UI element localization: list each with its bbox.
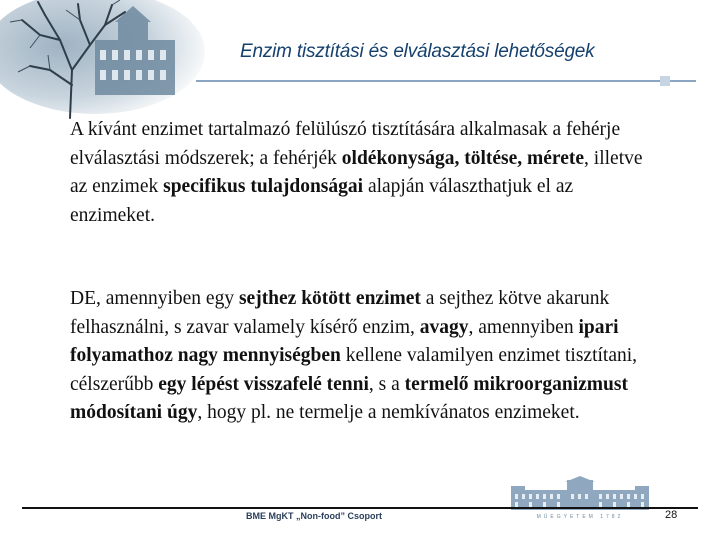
text-run: , illetve az enzimek bbox=[70, 147, 643, 198]
footer-divider bbox=[22, 507, 698, 509]
text-run-bold: sejthez kötött enzimet bbox=[238, 288, 421, 309]
text-run-bold: specifikus tulajdonságai bbox=[163, 176, 364, 198]
text-run: A kívánt enzimet tartalmazó felülúszó tisztítására alkalmasak a fehérje elválasztási módszerek; a fehérjék bbox=[70, 119, 621, 169]
text-run: DE, amennyiben egy bbox=[70, 288, 239, 309]
page-title: Enzim tisztítási és elválasztási lehetőségek bbox=[240, 41, 595, 62]
building-photo-icon bbox=[0, 0, 240, 120]
title-divider bbox=[196, 80, 696, 82]
footer-group-text: BME MgKT „Non-food” Csoport bbox=[246, 511, 382, 521]
text-run: kellene valamilyen enzimet tisztítani, célszerűbb bbox=[70, 345, 638, 395]
text-run-bold: ipari folyamathoz nagy mennyiségben bbox=[70, 316, 619, 367]
text-run: , s a bbox=[368, 373, 405, 395]
text-run-bold: termelő mikroorganizmust módosítani úgy bbox=[70, 373, 628, 424]
page-number: 28 bbox=[665, 509, 678, 521]
paragraph-2 bbox=[70, 285, 670, 428]
title-accent-square bbox=[660, 76, 670, 86]
university-logo bbox=[505, 476, 655, 520]
header-photo bbox=[0, 0, 240, 120]
text-run: , amennyiben bbox=[468, 316, 579, 338]
university-building-icon bbox=[505, 476, 655, 520]
text-run-bold: egy lépést visszafelé tenni bbox=[158, 373, 369, 395]
text-run: a sejthez kötve akarunk felhasználni, s zavar valamely kísérő enzim, bbox=[70, 288, 610, 338]
paragraph-1 bbox=[70, 116, 660, 230]
building-caption: MŰEGYETEM 1782 bbox=[536, 514, 624, 520]
text-run: alapján választhatjuk el az enzimeket. bbox=[70, 176, 574, 226]
text-run-bold: avagy bbox=[419, 316, 469, 338]
text-run: , hogy pl. ne termelje a nemkívánatos enzimeket. bbox=[197, 402, 580, 424]
text-run-bold: oldékonysága, töltése, mérete bbox=[341, 147, 585, 169]
